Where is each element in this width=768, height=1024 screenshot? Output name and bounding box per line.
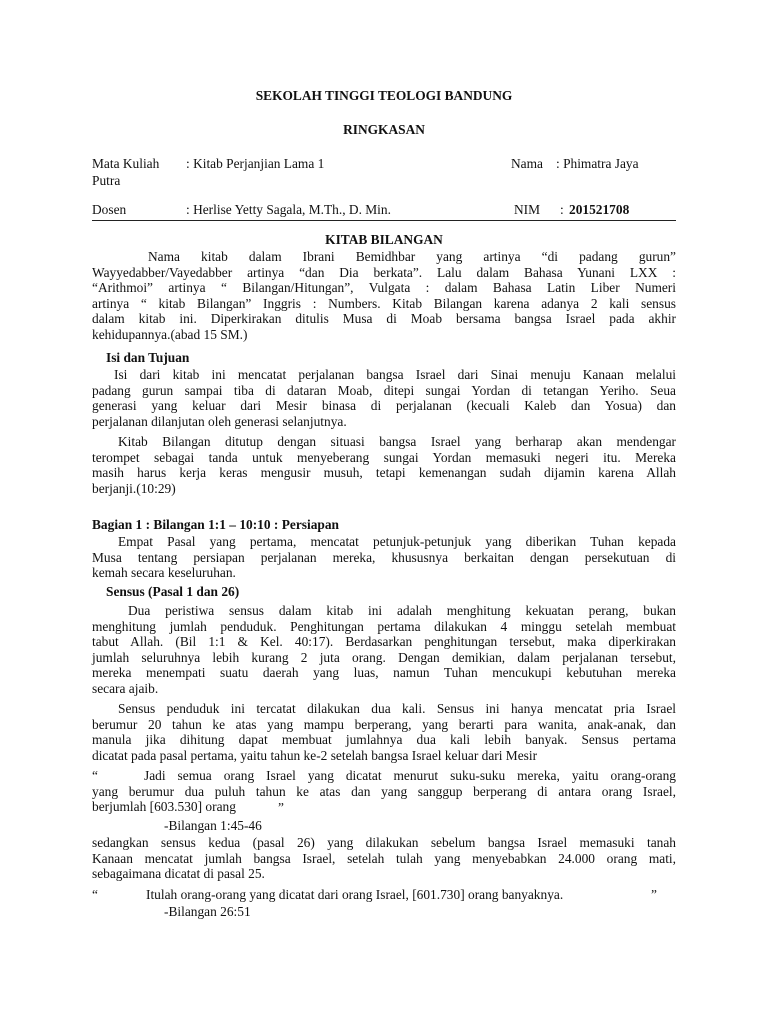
text-line: berumur 20 tahun ke atas yang mampu berperang, yang berarti para wanita, anak-anak, dan bbox=[92, 716, 676, 732]
text-line: Empat Pasal yang pertama, mencatat petunjuk-petunjuk yang diberikan Tuhan kepada bbox=[118, 534, 676, 549]
text-line: secara ajaib. bbox=[92, 680, 159, 696]
text-line: Isi dari kitab ini mencatat perjalanan bangsa Israel dari Sinai menuju Kanaan melalui bbox=[114, 367, 676, 382]
course-value: : Kitab Perjanjian Lama 1 bbox=[186, 156, 325, 171]
quote-open-mark: “ bbox=[92, 887, 98, 902]
text-line: kehidupannya.(abad 15 SM.) bbox=[92, 326, 248, 342]
intro-paragraph bbox=[92, 249, 676, 343]
course-label: Mata Kuliah bbox=[92, 156, 160, 171]
section-heading-sensus: Sensus (Pasal 1 dan 26) bbox=[106, 584, 240, 599]
bagian1-paragraph bbox=[92, 534, 676, 581]
text-line: padang gurun sampai tiba di dataran Moab, ditepi sungai Yordan di tetangan Yeriho. Seua bbox=[92, 382, 676, 398]
text-line: dicatat pada pasal pertama, yaitu tahun ke-2 setelah bangsa Israel keluar dari Mesir bbox=[92, 747, 538, 763]
school-name: SEKOLAH TINGGI TEOLOGI BANDUNG bbox=[255, 88, 513, 103]
text-line: berjumlah [603.530] orang bbox=[92, 799, 236, 815]
text-line: manula jika dihitung dapat membuat jumlahnya dua kali lebih banyak. Sensus pertama bbox=[92, 732, 676, 748]
text-line: Jadi semua orang Israel yang dicatat menurut suku-suku mereka, yaitu orang-orang bbox=[144, 768, 676, 783]
quote-open-mark: “ bbox=[92, 768, 98, 783]
lecturer-value: : Herlise Yetty Sagala, M.Th., D. Min. bbox=[186, 202, 391, 217]
section-heading-bagian1: Bagian 1 : Bilangan 1:1 – 10:10 : Persiapan bbox=[92, 517, 340, 532]
text-line: “Arithmoi” artinya “ Bilangan/Hitungan”, Vulgata : dalam Bahasa Latin Liber Numeri bbox=[92, 280, 676, 296]
text-line: Musa tentang persiapan perjalanan mereka, khususnya berkaitan dengan persekutuan di bbox=[92, 549, 676, 565]
text-line: terompet sebagai tanda untuk menyeberang sungai Yordan memasuki negeri itu. Mereka bbox=[92, 449, 676, 465]
nim-label: NIM bbox=[514, 202, 541, 217]
text-line: sedangkan sensus kedua (pasal 26) yang dilakukan sebelum bangsa Israel memasuki tanah bbox=[92, 835, 676, 850]
isi-paragraph-2 bbox=[92, 434, 676, 496]
name-value: : Phimatra Jaya bbox=[556, 156, 639, 171]
quote-1 bbox=[92, 768, 676, 815]
text-line: Wayyedabber/Vayedabber artinya “dan Dia berkata”. Lalu dalam Bahasa Yunani LXX : bbox=[92, 264, 676, 280]
text-line: perjalanan dilanjutan oleh generasi selanjutnya. bbox=[92, 413, 347, 429]
nim-value: 201521708 bbox=[569, 202, 630, 217]
sensus-paragraph-3 bbox=[92, 835, 676, 882]
text-line: Nama kitab dalam Ibrani Bemidhbar yang artinya “di padang gurun” bbox=[148, 249, 676, 264]
quote-close-mark: ” bbox=[278, 800, 284, 815]
quote-reference: -Bilangan 1:45-46 bbox=[164, 818, 262, 833]
quote-reference: -Bilangan 26:51 bbox=[164, 904, 251, 919]
header-divider bbox=[92, 220, 676, 221]
text-line: kemah secara keseluruhan. bbox=[92, 565, 236, 581]
isi-paragraph-1 bbox=[92, 367, 676, 429]
name-label: Nama bbox=[511, 156, 543, 171]
text-line: Kitab Bilangan ditutup dengan situasi bangsa Israel yang berharap akan mendengar bbox=[118, 434, 676, 449]
book-title: KITAB BILANGAN bbox=[325, 232, 443, 247]
text-line: sebagaimana dicatat di pasal 25. bbox=[92, 866, 265, 882]
text-line: mereka menempati suatu daerah yang luas, namun Tuhan mencukupi kebutuhan mereka bbox=[92, 665, 676, 681]
text-line: dalam kitab ini. Diperkirakan ditulis Musa di Moab bersama bangsa Israel pada akhir bbox=[92, 311, 676, 327]
nim-separator: : bbox=[560, 202, 564, 217]
document-type: RINGKASAN bbox=[343, 122, 425, 137]
sensus-paragraph-2 bbox=[92, 701, 676, 763]
quote-close-mark: ” bbox=[651, 887, 657, 902]
text-line: Sensus penduduk ini tercatat dilakukan dua kali. Sensus ini hanya mencatat pria Israel bbox=[118, 701, 676, 716]
name-continuation: Putra bbox=[92, 173, 121, 188]
text-line: tabut Allah. (Bil 1:1 & Kel. 40:17). Berdasarkan penghitungan tersebut, maka diperkirakan bbox=[92, 634, 676, 650]
section-heading-isi: Isi dan Tujuan bbox=[106, 350, 190, 365]
text-line: masih harus kerja keras mengusir musuh, tetapi kemenangan sudah dijamin karena Allah bbox=[92, 465, 676, 481]
lecturer-label: Dosen bbox=[92, 202, 127, 217]
sensus-paragraph-1 bbox=[92, 603, 676, 697]
text-line: menghitung jumlah penduduk. Penghitungan pertama dilakukan 4 minggu setelah membuat bbox=[92, 618, 676, 634]
text-line: berjanji.(10:29) bbox=[92, 480, 176, 496]
text-line: Dua peristiwa sensus dalam kitab ini adalah menghitung kekuatan perang, bukan bbox=[128, 603, 676, 618]
text-line: Kanaan mencatat jumlah bangsa Israel, setelah tulah yang menyebabkan 24.000 orang mati, bbox=[92, 850, 676, 866]
text-line: generasi yang keluar dari Mesir binasa di perjalanan (kecuali Kaleb dan Yosua) dan bbox=[92, 398, 676, 414]
text-line: yang berumur dua puluh tahun ke atas dan yang sanggup berperang di antara orang Israel, bbox=[92, 783, 676, 799]
quote-2-text: Itulah orang-orang yang dicatat dari orang Israel, [601.730] orang banyaknya. bbox=[146, 887, 564, 902]
text-line: jumlah seluruhnya lebih kurang 2 juta orang. Dengan demikian, dalam perjalanan tersebut, bbox=[92, 649, 676, 665]
text-line: artinya “ kitab Bilangan” Inggris : Numbers. Kitab Bilangan karena adanya 2 kali sensus bbox=[92, 295, 676, 311]
